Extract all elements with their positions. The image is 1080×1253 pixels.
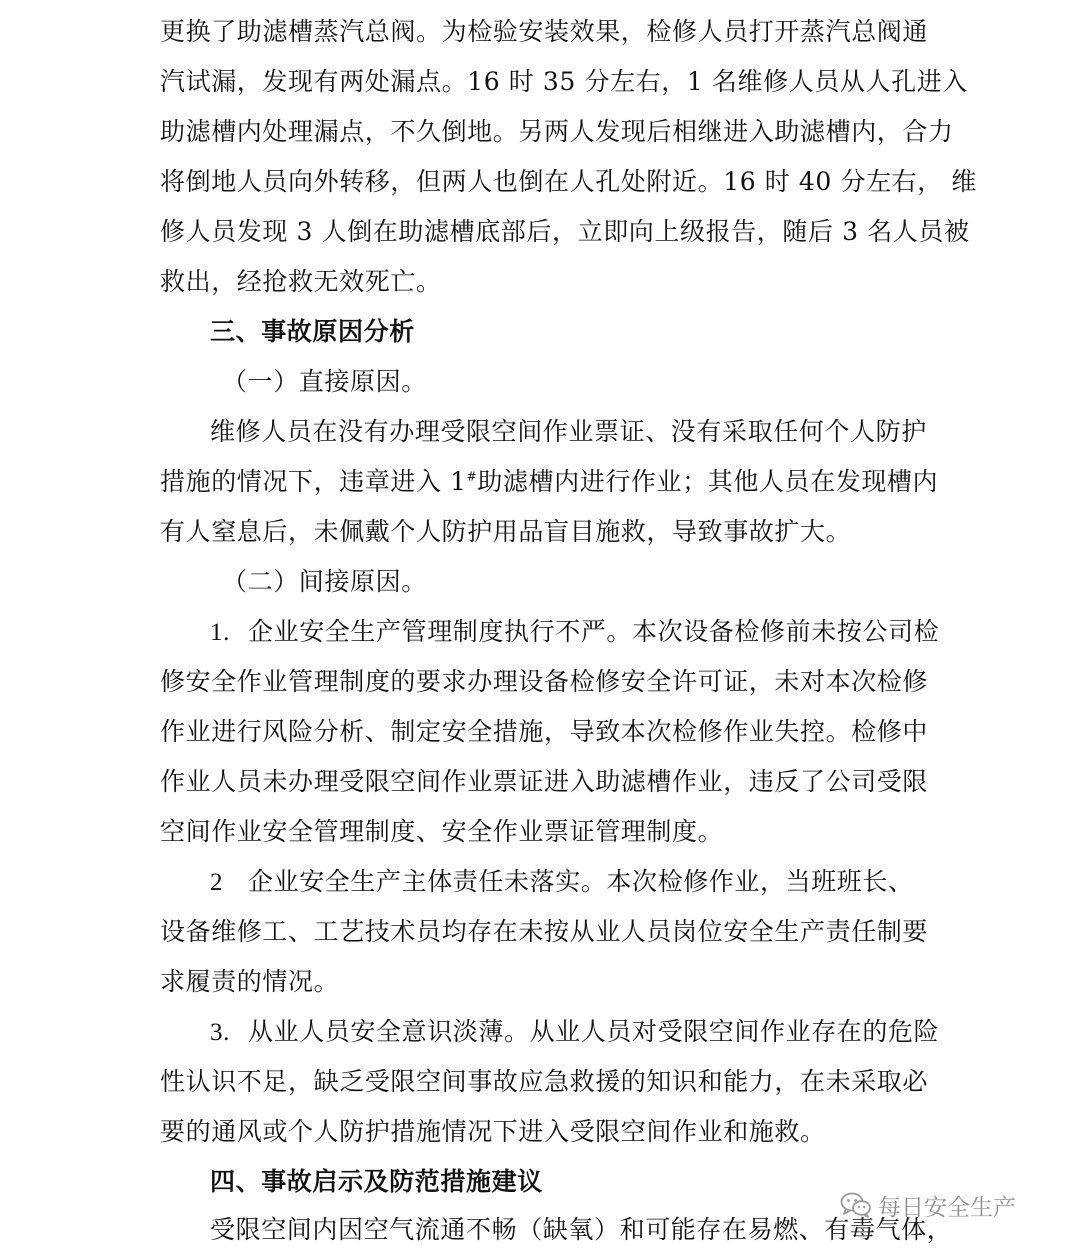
- paragraph-1-line-3: 助滤槽内处理漏点，不久倒地。另两人发现后相继进入助滤槽内，合力: [160, 117, 954, 146]
- watermark: [840, 1190, 1016, 1220]
- number-sign-superscript: #: [466, 469, 478, 484]
- direct-cause-line-2: [160, 466, 960, 498]
- section-3-heading: 三、事故原因分析: [210, 317, 415, 346]
- direct-cause-line-2-end: 助滤槽内进行作业；其他人员在发现槽内: [477, 467, 939, 496]
- direct-cause-subtitle: （一）直接原因。: [222, 367, 427, 396]
- paragraph-1-line-6: 救出，经抢救无效死亡。: [160, 267, 442, 296]
- direct-cause-line-2-start: 措施的情况下，违章进入 1: [160, 467, 467, 496]
- indirect-item-1-line-2: 修安全作业管理制度的要求办理设备检修安全许可证，未对本次检修: [160, 667, 929, 696]
- wechat-icon: [840, 1191, 872, 1219]
- indirect-item-1-line-3: 作业进行风险分析、制定安全措施，导致本次检修作业失控。检修中: [160, 717, 929, 746]
- indirect-item-2-line-2: 设备维修工、工艺技术员均存在未按从业人员岗位安全生产责任制要: [160, 917, 929, 946]
- indirect-item-3-line-2: 性认识不足，缺乏受限空间事故应急救援的知识和能力，在未采取必: [160, 1067, 929, 1096]
- watermark-text: 每日安全生产: [878, 1194, 1016, 1221]
- direct-cause-line-1: 维修人员在没有办理受限空间作业票证、没有采取任何个人防护: [210, 417, 927, 446]
- indirect-item-3-line-3: 要的通风或个人防护措施情况下进入受限空间作业和施救。: [160, 1117, 826, 1146]
- paragraph-1-line-4: 将倒地人员向外转移，但两人也倒在人孔处附近。16 时 40 分左右， 维: [160, 167, 978, 196]
- paragraph-1-line-2: 汽试漏，发现有两处漏点。16 时 35 分左右，1 名维修人员从人孔进入: [160, 67, 968, 96]
- indirect-item-2-line-3: 求履责的情况。: [160, 967, 340, 996]
- indirect-item-2-number: 2: [210, 869, 224, 896]
- direct-cause-line-3: 有人窒息后，未佩戴个人防护用品盲目施救，导致事故扩大。: [160, 517, 852, 546]
- paragraph-1-line-1: 更换了助滤槽蒸汽总阀。为检验安装效果，检修人员打开蒸汽总阀通: [160, 17, 929, 46]
- indirect-item-3-text: 从业人员安全意识淡薄。从业人员对受限空间作业存在的危险: [248, 1017, 940, 1046]
- indirect-item-1-number: 1.: [210, 619, 230, 646]
- indirect-item-1-line-4: 作业人员未办理受限空间作业票证进入助滤槽作业，违反了公司受限: [160, 767, 929, 796]
- indirect-cause-subtitle: （二）间接原因。: [222, 567, 427, 596]
- indirect-item-1-line-5: 空间作业安全管理制度、安全作业票证管理制度。: [160, 817, 724, 846]
- paragraph-1-line-5: 修人员发现 3 人倒在助滤槽底部后，立即向上级报告，随后 3 名人员被: [160, 217, 970, 246]
- indirect-item-3-line-1: [210, 1016, 1010, 1049]
- section-4-heading: 四、事故启示及防范措施建议: [210, 1167, 543, 1196]
- indirect-item-1-text: 企业安全生产管理制度执行不严。本次设备检修前未按公司检: [248, 617, 940, 646]
- section-4-line-1: 受限空间内因空气流通不畅（缺氧）和可能存在易燃、有毒气体，: [210, 1215, 953, 1244]
- indirect-item-2-line-1: [210, 866, 1010, 899]
- indirect-item-1-line-1: [210, 616, 1010, 649]
- indirect-item-3-number: 3.: [210, 1019, 230, 1046]
- indirect-item-2-text: 企业安全生产主体责任未落实。本次检修作业，当班班长、: [248, 867, 914, 896]
